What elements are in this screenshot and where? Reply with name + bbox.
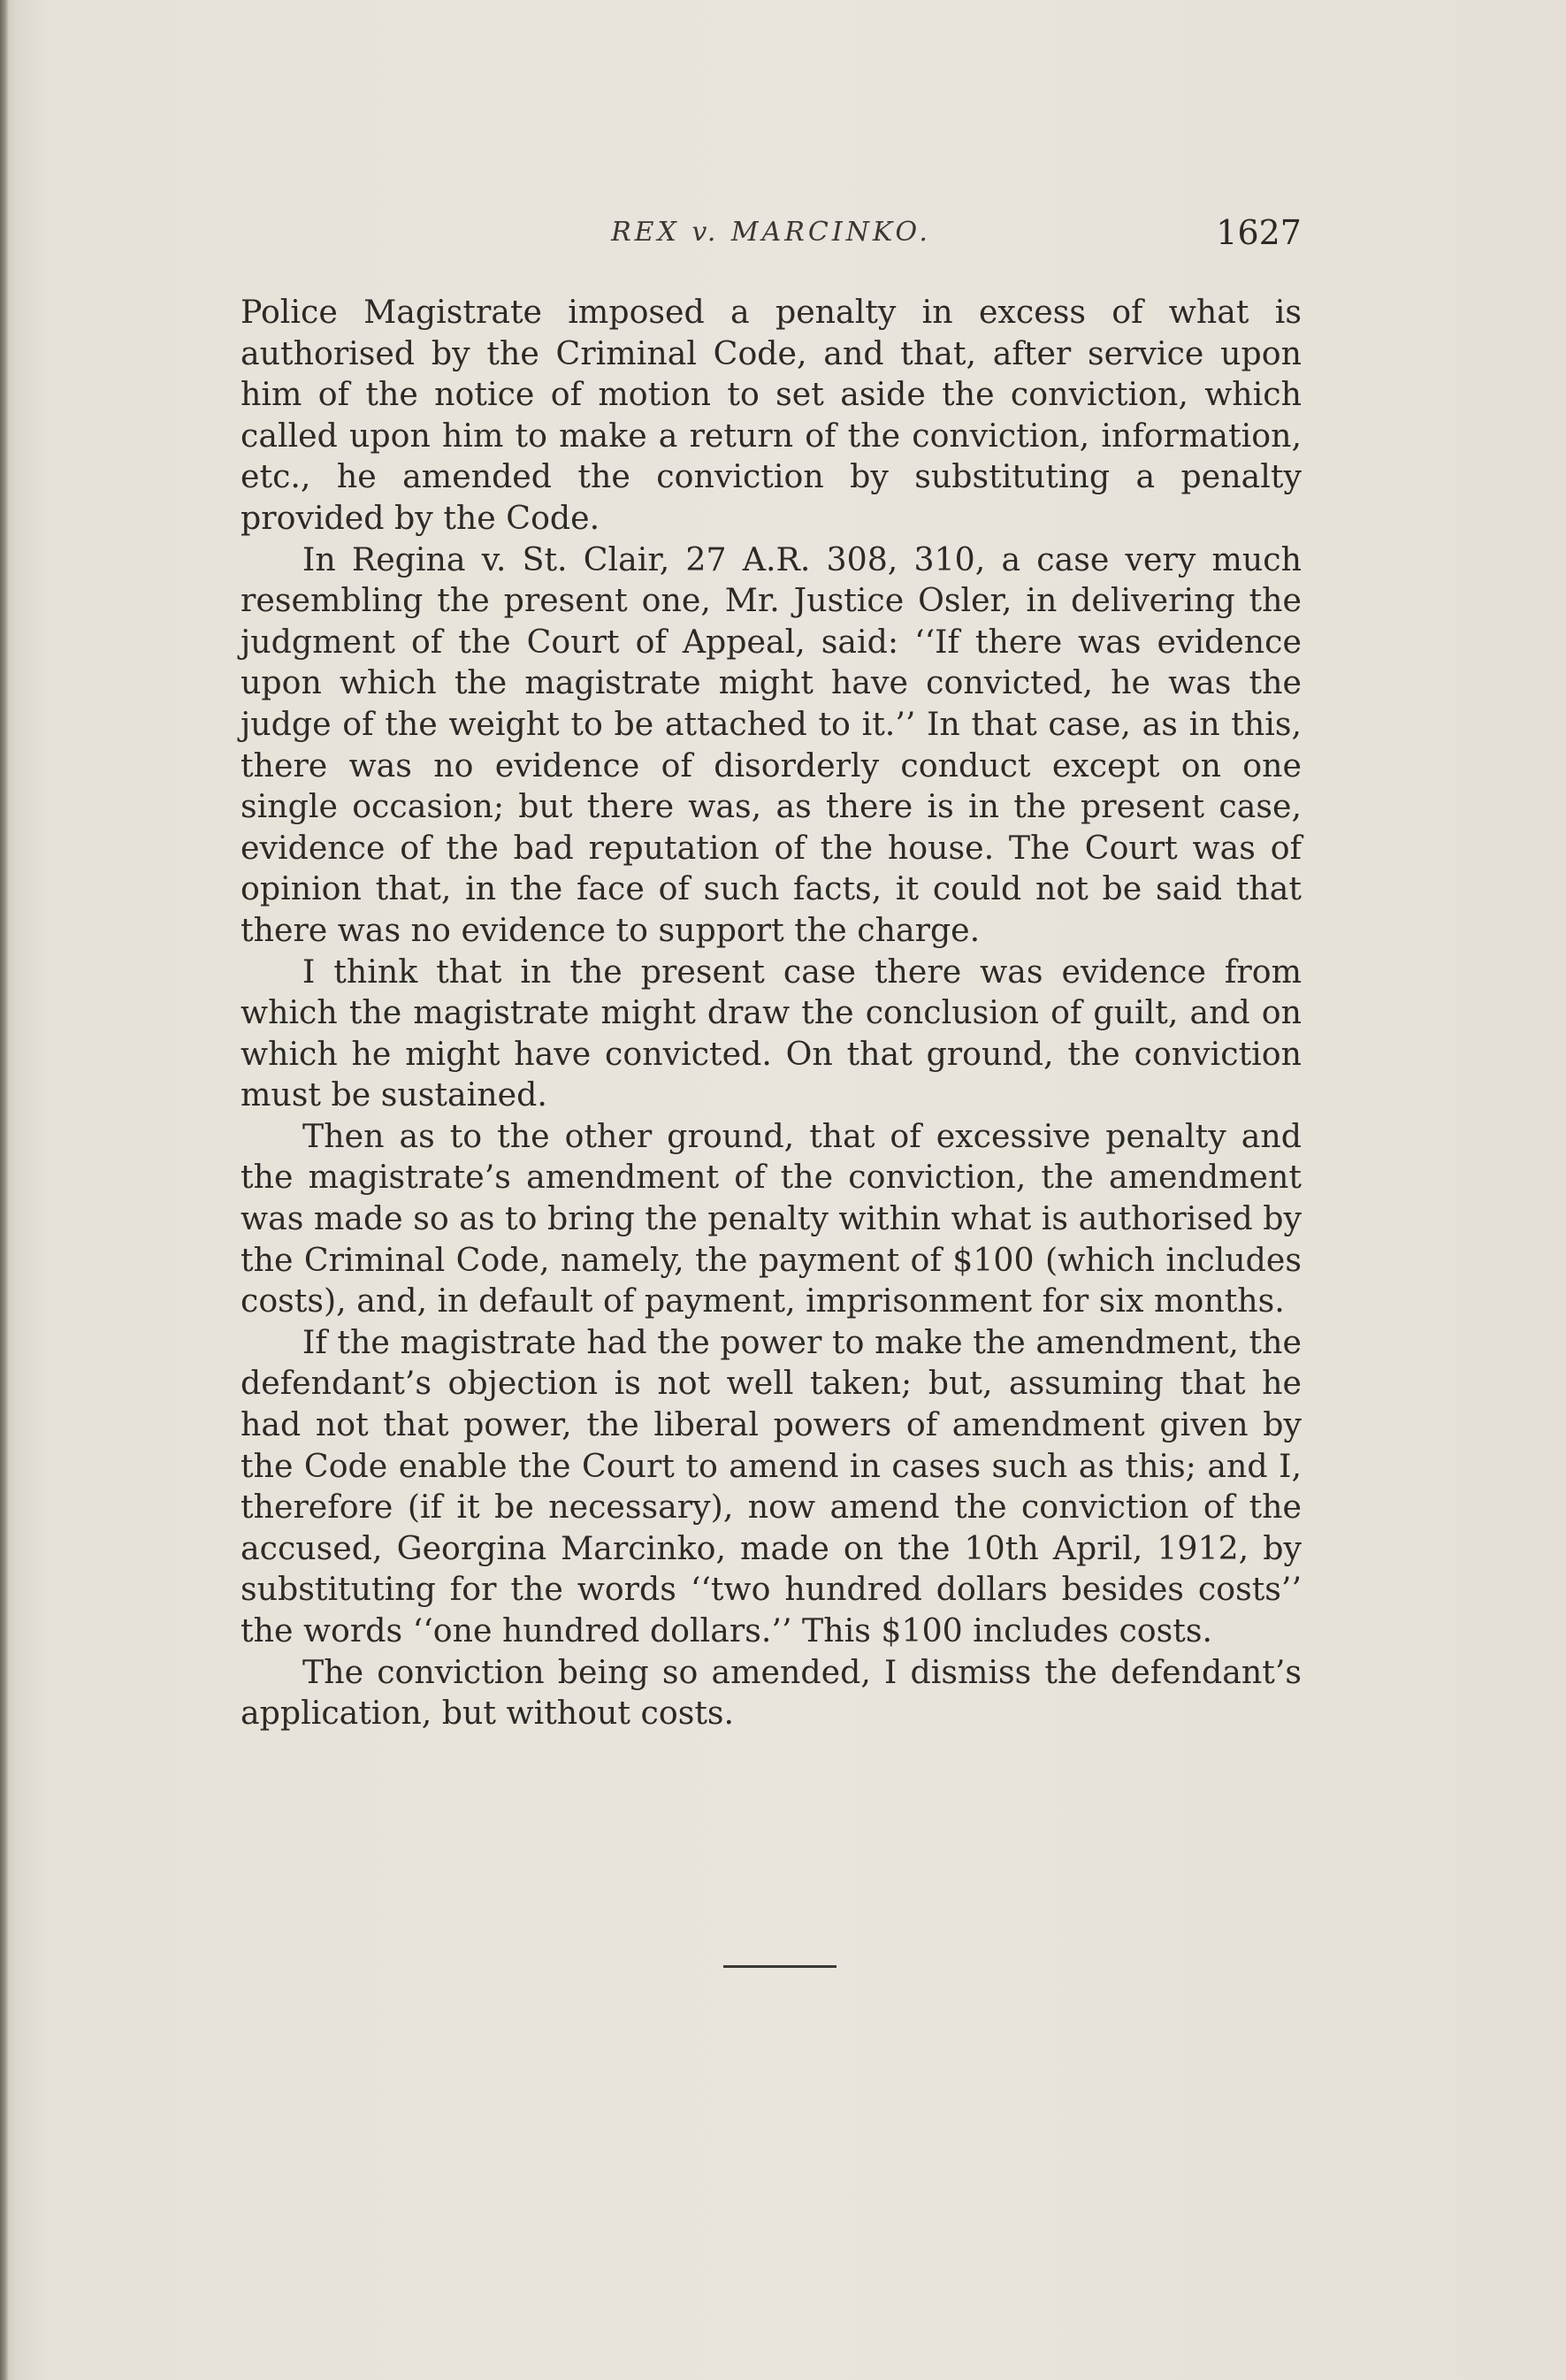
paragraph: I think that in the present case there was evidence from which the magistrate might draw the conclusion of guilt, and on which he might have convicted. On that ground, the conviction must be sustained. (241, 952, 1302, 1114)
paragraph: The conviction being so amended, I dismiss the defendant’s application, but without costs. (241, 1652, 1302, 1733)
page-binding-edge (0, 0, 9, 2380)
paragraph: Then as to the other ground, that of excessive penalty and the magistrate’s amendment of the conviction, the amendment was made so as to bring the penalty within what is authorised by the Criminal Code, namely, the payment of $100 (which includes costs), and, in default of payment, imprisonment for six months. (241, 1116, 1302, 1320)
paragraph: In Regina v. St. Clair, 27 A.R. 308, 310, a case very much resembling the present one, Mr. Justice Osler, in delivering the judgment of the Court of Appeal, said: ‘‘If there was evidence upon which the magistrate might have convicted, he was the judge of the weight to be attached to it.’’ In that case, as in this, there was no evidence of disorderly conduct except on one single occasion; but there was, as there is in the present case, evidence of the bad reputation of the house. The Court was of opinion that, in the face of such facts, it could not be said that there was no evidence to support the charge. (241, 540, 1302, 949)
paragraph: If the magistrate had the power to make the amendment, the defendant’s objection is not well taken; but, assuming that he had not that power, the liberal powers of amendment given by the Code enable the Court to amend in cases such as this; and I, therefore (if it be necessary), now amend the conviction of the accused, Georgina Marcinko, made on the 10th April, 1912, by substituting for the words ‘‘two hundred dollars besides costs’’ the words ‘‘one hundred dollars.’’ This $100 includes costs. (241, 1322, 1302, 1649)
body-text (241, 292, 1302, 1734)
page-number: 1627 (1216, 213, 1302, 252)
running-title: REX v. MARCINKO. (611, 217, 931, 248)
section-end-rule (723, 1965, 836, 1968)
paragraph: Police Magistrate imposed a penalty in excess of what is authorised by the Criminal Code, and that, after service upon him of the notice of motion to set aside the conviction, which called upon him to make a return of the conviction, information, etc., he amended the conviction by substituting a penalty provided by the Code. (241, 293, 1302, 537)
running-head (241, 210, 1302, 255)
